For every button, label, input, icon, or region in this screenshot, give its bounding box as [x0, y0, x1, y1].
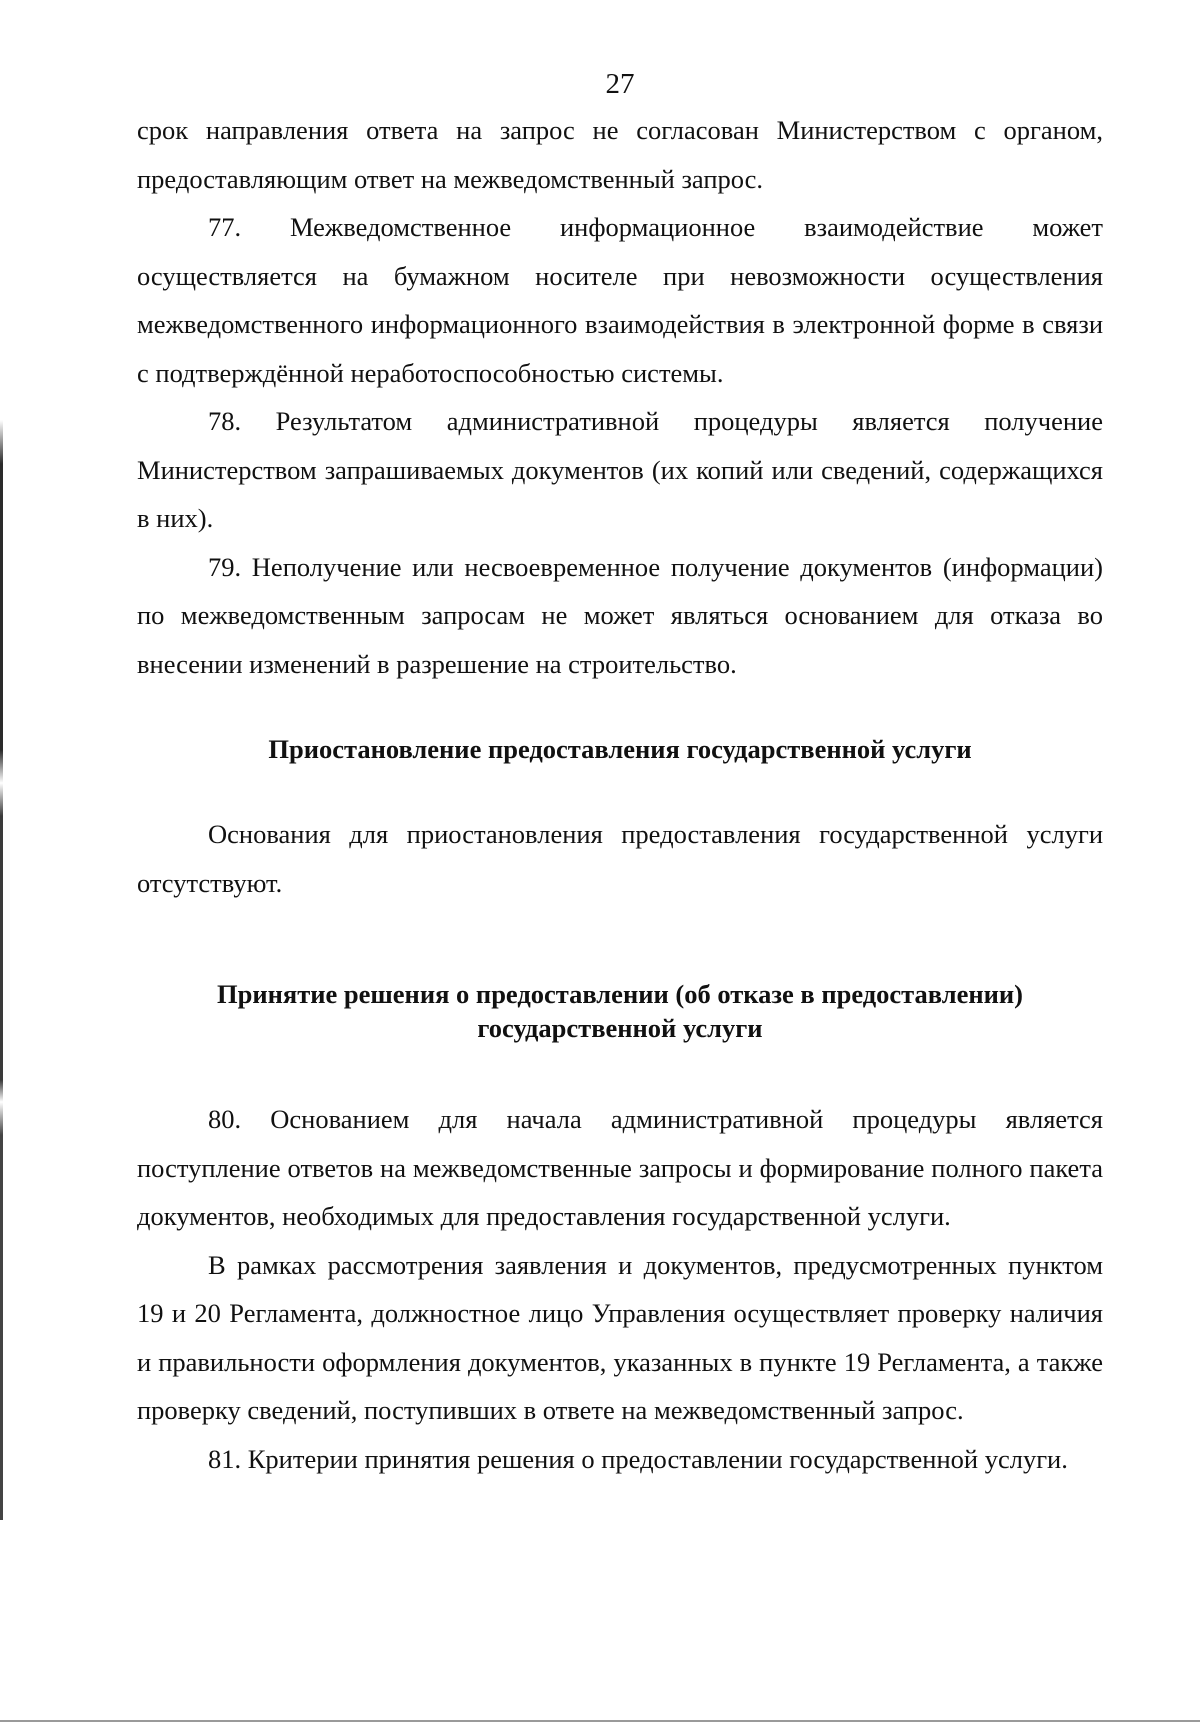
section-heading-decision	[137, 977, 1103, 1045]
heading-line-1: Принятие решения о предоставлении (об отказе в предоставлении)	[217, 979, 1023, 1009]
paragraph-80: 80. Основанием для начала административной процедуры является поступление ответов на межведомственные запросы и формирование полного пакета документов, необходимых для предоставления государственной услуги.	[137, 1104, 1103, 1231]
spacer	[137, 1045, 1103, 1095]
heading-line-2: государственной услуги	[477, 1013, 763, 1043]
spacer	[137, 907, 1103, 977]
paragraph-80-review: В рамках рассмотрения заявления и документов, предусмотренных пунктом 19 и 20 Регламента, должностное лицо Управления осуществляет проверку наличия и правильности оформления документов, указанных в пункте 19 Регламента, а также проверку сведений, поступивших в ответе на межведомственный запрос.	[137, 1249, 1103, 1425]
paragraph-continuation: срок направления ответа на запрос не согласован Министерством с органом, предоставляющим ответ на межведомственный запрос.	[137, 115, 1103, 194]
scan-edge-artifact	[0, 420, 3, 1520]
page-number: 27	[605, 68, 635, 100]
paragraph-77: 77. Межведомственное информационное взаимодействие может осуществляется на бумажном носителе при невозможности осуществления межведомственного информационного взаимодействия в электронной форме в связи с подтверждённой неработоспособностью системы.	[137, 212, 1103, 388]
paragraph-suspension: Основания для приостановления предоставления государственной услуги отсутствуют.	[137, 819, 1103, 898]
spacer	[137, 766, 1103, 810]
paragraph-78: 78. Результатом административной процедуры является получение Министерством запрашиваемых документов (их копий или сведений, содержащихся в них).	[137, 406, 1103, 533]
heading-line: Приостановление предоставления государственной услуги	[268, 734, 972, 764]
spacer	[137, 688, 1103, 732]
paragraph-79: 79. Неполучение или несвоевременное получение документов (информации) по межведомственным запросам не может являться основанием для отказа во внесении изменений в разрешение на строительство.	[137, 551, 1103, 679]
document-body	[137, 106, 1103, 1483]
paragraph-81: 81. Критерии принятия решения о предоставлении государственной услуги.	[208, 1443, 1068, 1474]
section-heading-suspension	[137, 732, 1103, 766]
